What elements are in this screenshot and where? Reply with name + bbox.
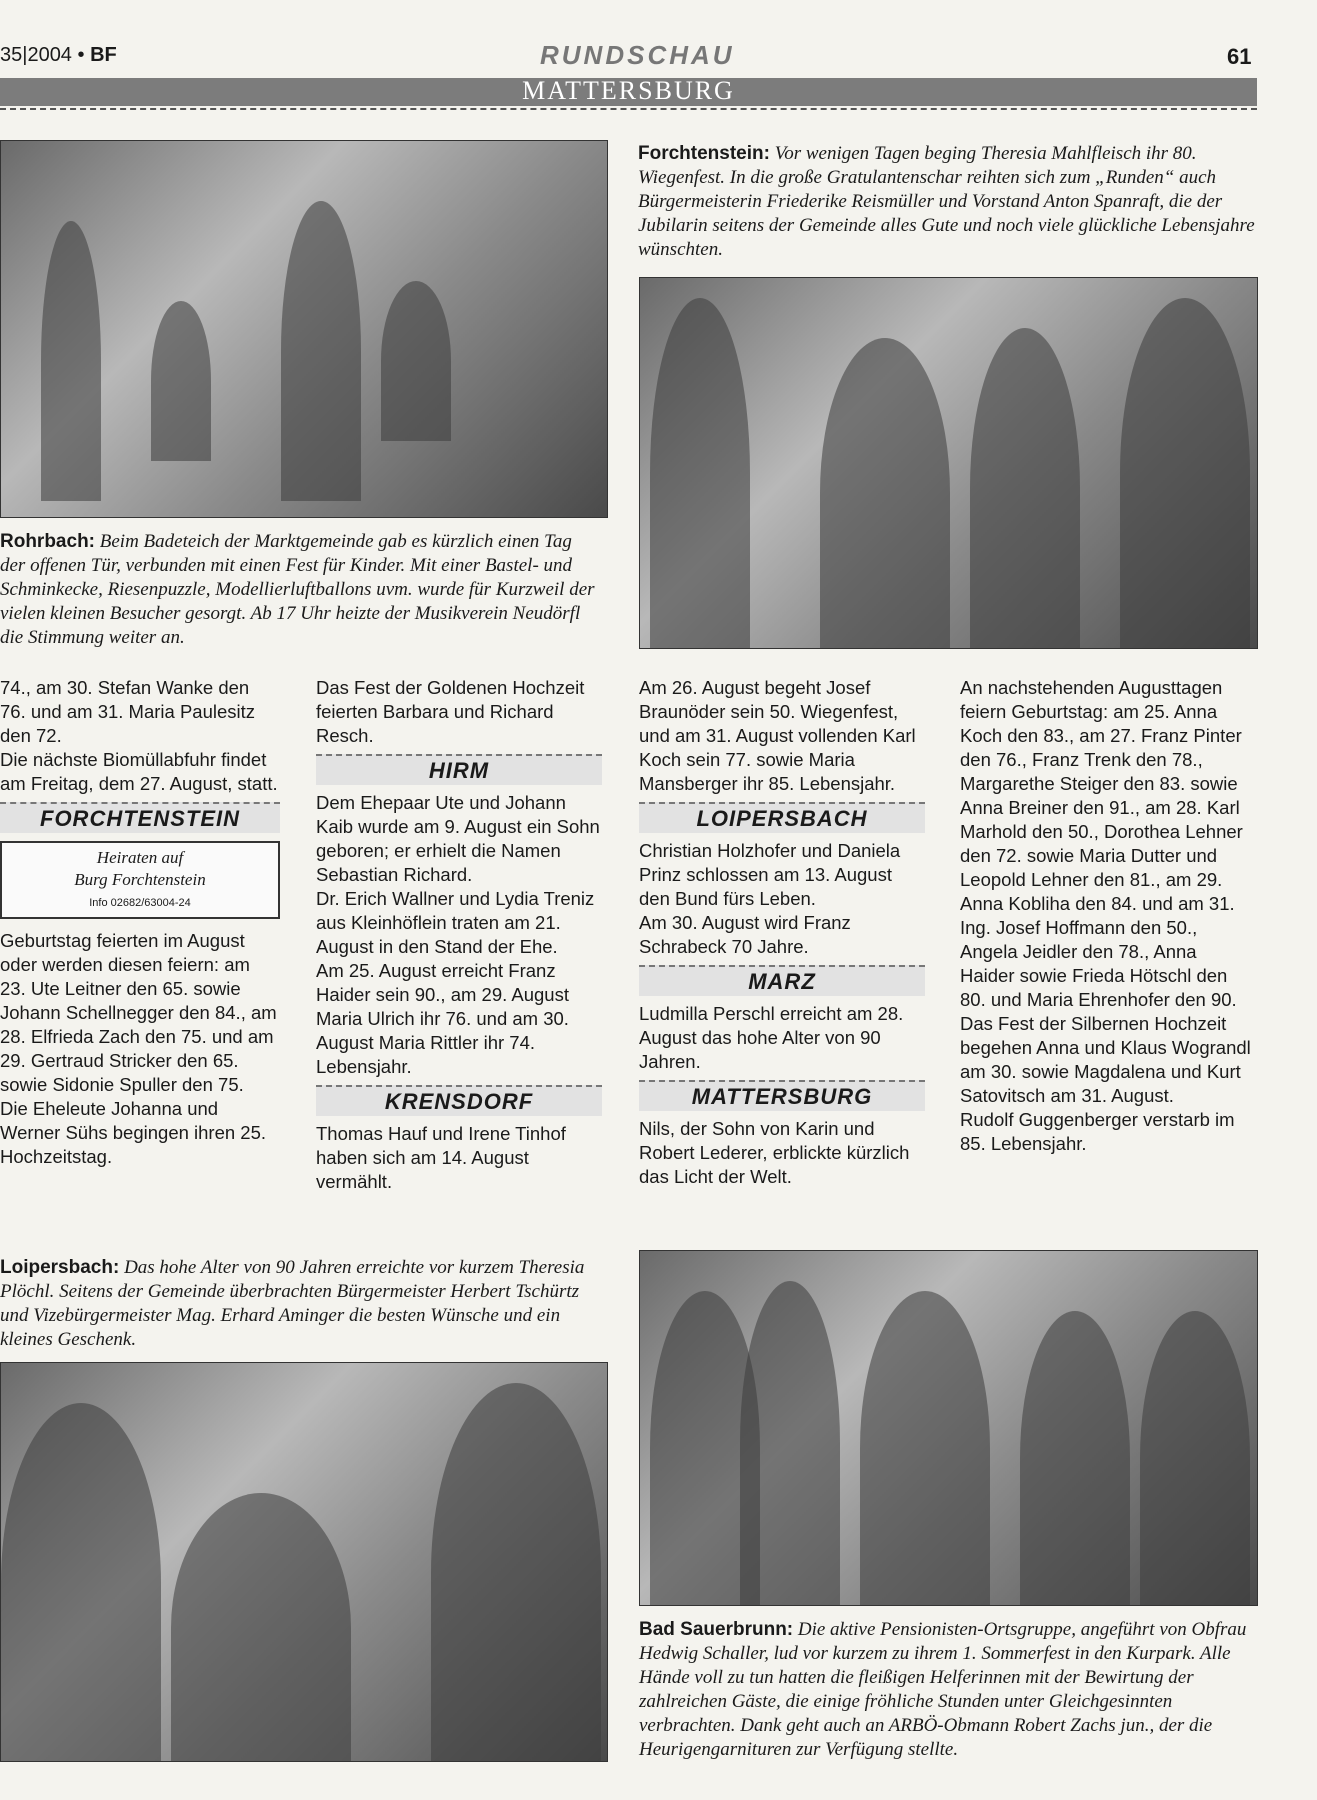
text-hirm-birthdays: Am 25. August erreicht Franz Haider sein 90., am 29. August Maria Ulrich ihr 76. und am 30. August Maria Rittler ihr 74. Lebensjahr.	[316, 960, 569, 1077]
heading-mattersburg: MATTERSBURG	[639, 1080, 925, 1111]
newspaper-name: RUNDSCHAU	[540, 40, 735, 70]
text-loipersbach-wedding: Christian Holzhofer und Daniela Prinz schlossen am 13. August den Bund fürs Leben.	[639, 840, 901, 909]
text-silver-wedding: Das Fest der Silbernen Hochzeit begehen Anna und Klaus Wograndl am 30. sowie Magdalena und Kurt Satovitsch am 31. August.	[960, 1013, 1251, 1106]
caption-text: Beim Badeteich der Marktgemeinde gab es kürzlich einen Tag der offenen Tür, verbunden mit einen Fest für Kinder. Mit einer Bastel- und Schminkecke, Riesenpuzzle, Modellierluftballons uvm. wurde für Kurzweil der vielen kleinen Besucher gesorgt. Ab 17 Uhr heizte der Musikverein Neudörfl die Stimmung weiter an.	[0, 531, 595, 648]
caption-rohrbach	[0, 530, 600, 650]
heading-krensdorf: KRENSDORF	[316, 1085, 602, 1116]
brand-label: BF	[90, 44, 117, 66]
caption-place: Loipersbach:	[0, 1257, 120, 1278]
caption-text: Vor wenigen Tagen beging Theresia Mahlfleisch ihr 80. Wiegenfest. In die große Gratulantenschar reihten sich zum „Runden“ auch Bürgermeisterin Friederike Reismüller und Vorstand Anton Spanraft, die der Jubilarin seitens der Gemeinde alles Gute und noch viele glückliche Lebensjahre wünschten.	[638, 143, 1255, 260]
caption-text: Die aktive Pensionisten-Ortsgruppe, angeführt von Obfrau Hedwig Schaller, lud vor kurzem zu ihrem 1. Sommerfest in den Kurpark. Alle Hände voll zu tun hatten die fleißigen Helferinnen mit der Bewirtung der zahlreichen Gäste, die einige fröhliche Stunden unter Gleichgesinnten verbrachten. Dank geht auch an ARBÖ-Obmann Robert Zachs jun., der die Heurigengarnituren zur Verfügung stellte.	[639, 1619, 1247, 1760]
heading-forchtenstein: FORCHTENSTEIN	[0, 802, 280, 833]
caption-place: Rohrbach:	[0, 531, 95, 552]
header-divider	[0, 108, 1257, 110]
caption-place: Bad Sauerbrunn:	[639, 1619, 794, 1640]
page-number: 61	[1227, 44, 1252, 69]
section-title: MATTERSBURG	[522, 76, 735, 105]
text-forchtenstein-birthdays: Geburtstag feierten im August oder werden diesen feiern: am 23. Ute Leitner den 65. sowie Johann Schellnegger den 84., am 28. Elfrieda Zach den 75. und am 29. Gertraud Stricker den 65. sowie Sidonie Spuller den 75.	[0, 930, 277, 1095]
column-2	[316, 676, 602, 1194]
text-august-birthdays: An nachstehenden Augusttagen feiern Geburtstag: am 25. Anna Koch den 83., am 27. Franz Pinter den 76., Franz Trenk den 78., Margarethe Steiger den 83. sowie Anna Breiner den 91., am 28. Karl Marhold den 50., Dorothea Lehner den 72. sowie Maria Dutter und Leopold Lehner den 81., am 29. Anna Kobliha den 84. und am 31. Ing. Josef Hoffmann den 50., Angela Jeidler den 78., Anna Haider sowie Frieda Hötschl den 80. und Maria Ehrenhofer den 90.	[960, 677, 1243, 1010]
heading-marz: MARZ	[639, 965, 925, 996]
column-1	[0, 676, 280, 1169]
caption-place: Forchtenstein:	[638, 143, 770, 164]
text-biowaste: Die nächste Biomüllabfuhr findet am Freitag, dem 27. August, statt.	[0, 749, 278, 794]
caption-text: Das hohe Alter von 90 Jahren erreichte vor kurzem Theresia Plöchl. Seitens der Gemeinde überbrachten Bürgermeister Herbert Tschürtz und Vizebürgermeister Mag. Erhard Aminger die besten Wünsche und ein kleines Geschenk.	[0, 1257, 585, 1350]
ad-info: Info 02682/63004-24	[89, 897, 191, 909]
ad-line-2: Burg Forchtenstein	[74, 870, 206, 889]
text-mattersburg: Nils, der Sohn von Karin und Robert Lederer, erblickte kürzlich das Licht der Welt.	[639, 1118, 910, 1187]
text-birthdays: Am 26. August begeht Josef Braunöder sein 50. Wiegenfest, und am 31. August vollenden Karl Koch sein 77. sowie Maria Mansberger ihr 85. Lebensjahr.	[639, 677, 916, 794]
issue-info	[0, 44, 117, 67]
text-golden-wedding: Das Fest der Goldenen Hochzeit feierten Barbara und Richard Resch.	[316, 677, 585, 746]
caption-loipersbach	[0, 1256, 600, 1352]
photo-loipersbach-90th	[0, 1362, 608, 1762]
issue-number: 35|2004 •	[0, 44, 85, 66]
ad-line-1: Heiraten auf	[96, 848, 184, 867]
text-krensdorf: Thomas Hauf und Irene Tinhof haben sich am 14. August vermählt.	[316, 1123, 566, 1192]
photo-forchtenstein-jubilee	[639, 277, 1258, 649]
text-forchtenstein-anniversary: Die Eheleute Johanna und Werner Sühs begingen ihren 25. Hochzeitstag.	[0, 1098, 267, 1167]
caption-bad-sauerbrunn	[639, 1618, 1259, 1762]
text-obituary: Rudolf Guggenberger verstarb im 85. Lebensjahr.	[960, 1109, 1235, 1154]
heading-loipersbach: LOIPERSBACH	[639, 802, 925, 833]
heading-hirm: HIRM	[316, 754, 602, 785]
caption-forchtenstein	[638, 142, 1258, 262]
column-4	[960, 676, 1256, 1156]
text-loipersbach-birthday: Am 30. August wird Franz Schrabeck 70 Jahre.	[639, 912, 851, 957]
column-3	[639, 676, 925, 1189]
text-hirm-wedding: Dr. Erich Wallner und Lydia Treniz aus Kleinhöflein traten am 21. August in den Stand der Ehe.	[316, 888, 595, 957]
text-marz: Ludmilla Perschl erreicht am 28. August das hohe Alter von 90 Jahren.	[639, 1003, 904, 1072]
photo-bad-sauerbrunn-helpers	[639, 1250, 1258, 1606]
photo-rohrbach-festival	[0, 140, 608, 518]
text-birthdays-cont: 74., am 30. Stefan Wanke den 76. und am 31. Maria Paulesitz den 72.	[0, 677, 256, 746]
ad-burg-forchtenstein	[0, 841, 280, 919]
text-hirm-birth: Dem Ehepaar Ute und Johann Kaib wurde am 9. August ein Sohn geboren; er erhielt die Namen Sebastian Richard.	[316, 792, 600, 885]
